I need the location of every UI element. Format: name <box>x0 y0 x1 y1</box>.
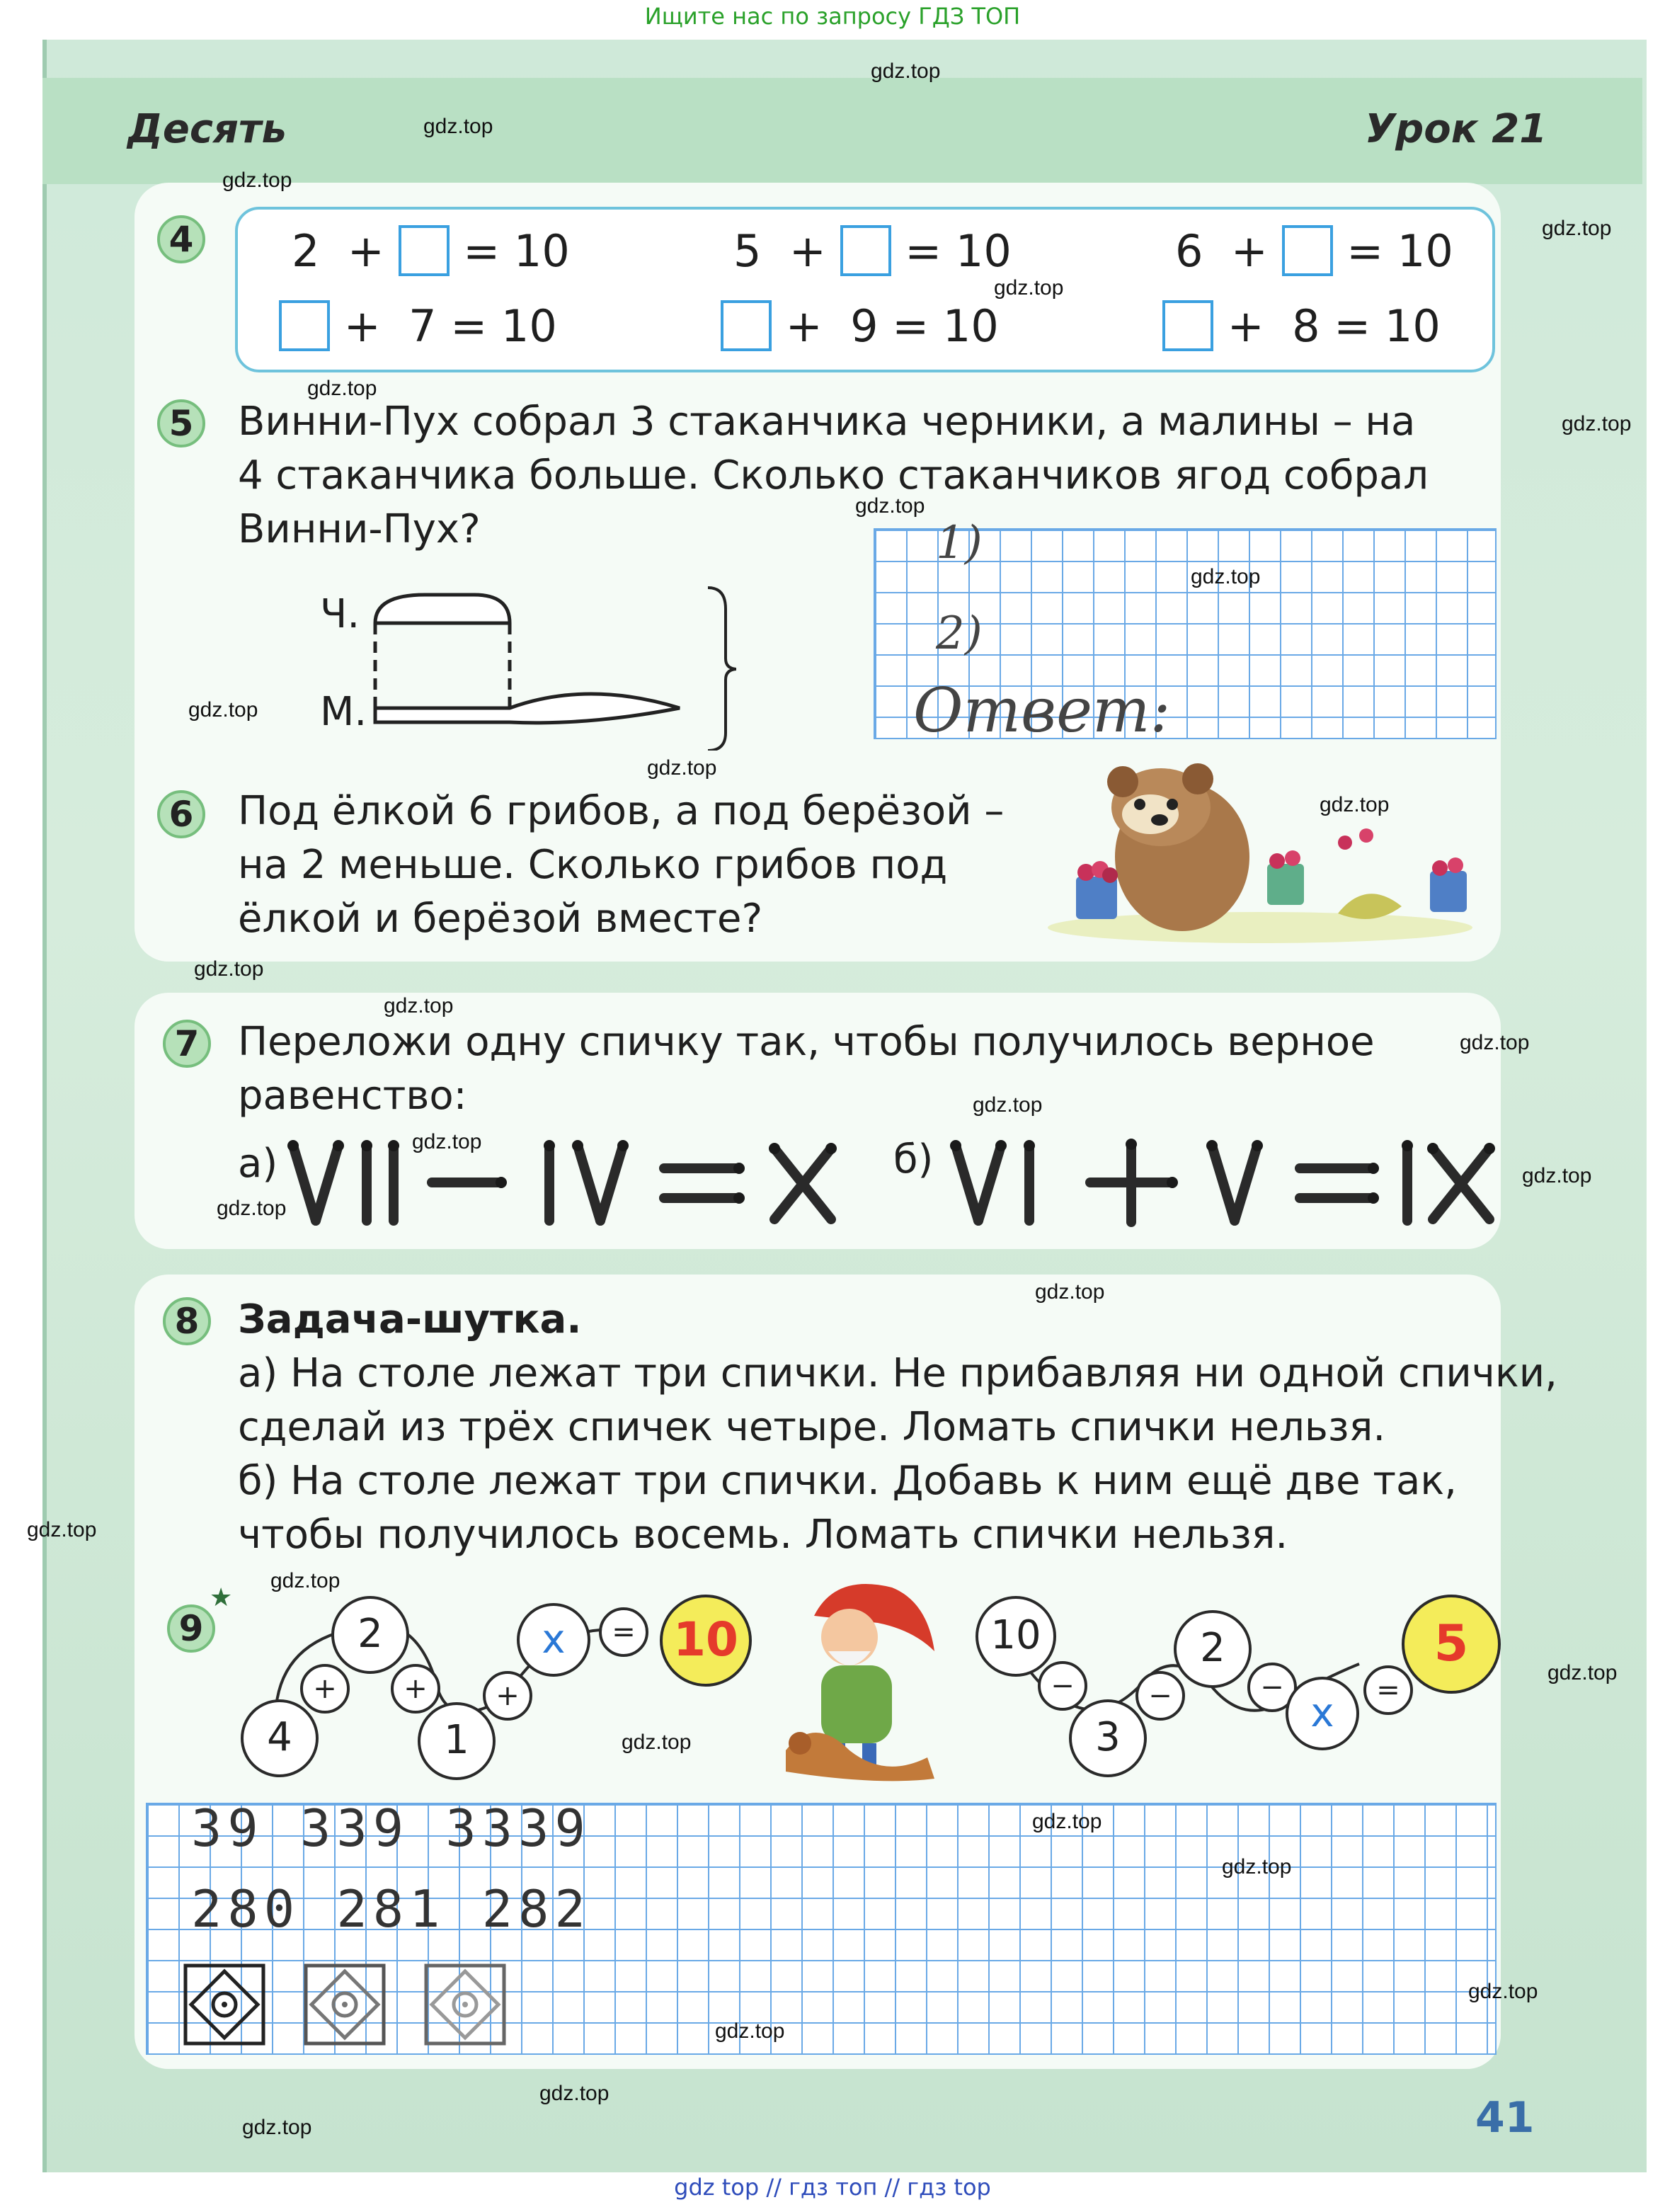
watermark: gdz.top <box>1542 217 1612 240</box>
task7-line1: Переложи одну спичку так, чтобы получилось верное <box>238 1019 1375 1065</box>
answer-box[interactable] <box>1162 300 1213 351</box>
bubble-4: 4 <box>241 1699 319 1777</box>
minus-op-1: − <box>1038 1661 1087 1711</box>
answer-box[interactable] <box>399 225 450 276</box>
bubble-3: 3 <box>1069 1699 1147 1777</box>
equals-op-left: = <box>599 1607 648 1657</box>
task7-label-b: б) <box>893 1136 934 1182</box>
watermark: gdz.top <box>242 2116 312 2139</box>
header-lesson: Урок 21 <box>1365 106 1547 152</box>
watermark: gdz.top <box>647 756 717 780</box>
watermark: gdz.top <box>194 957 264 981</box>
watermark: gdz.top <box>188 698 258 722</box>
watermark: gdz.top <box>871 59 941 83</box>
task-number-6: 6 <box>157 790 205 838</box>
task6-line3: ёлкой и берёзой вместе? <box>238 896 763 942</box>
task5-line2: 4 стаканчика больше. Сколько стаканчиков ягод собрал <box>238 452 1429 498</box>
task5-line1: Винни-Пух собрал 3 стаканчика черники, а малины – на <box>238 399 1416 445</box>
watermark: gdz.top <box>1320 793 1390 816</box>
watermark: gdz.top <box>622 1731 692 1754</box>
watermark: gdz.top <box>222 169 292 192</box>
task7-label-a: а) <box>238 1141 278 1187</box>
watermark: gdz.top <box>423 115 493 138</box>
watermark: gdz.top <box>412 1130 482 1153</box>
star-icon: ★ <box>210 1583 233 1612</box>
minus-op-2: − <box>1135 1671 1185 1721</box>
watermark: gdz.top <box>855 494 925 518</box>
answer-box[interactable] <box>840 225 891 276</box>
result-5: 5 <box>1402 1595 1501 1694</box>
watermark: gdz.top <box>1562 412 1632 435</box>
equation-4: + 7 = 10 <box>279 300 557 352</box>
watermark: gdz.top <box>1547 1661 1618 1684</box>
answer-box[interactable] <box>279 300 330 351</box>
matchstick-equation-b[interactable] <box>949 1133 1508 1232</box>
winnie-pooh-illustration <box>1034 758 1487 949</box>
equation-5: + 9 = 10 <box>721 300 999 352</box>
matchstick-equation-a[interactable] <box>286 1133 852 1232</box>
task8-b-line2: чтобы получилось восемь. Ломать спички нельзя. <box>238 1512 1288 1558</box>
watermark: gdz.top <box>1191 565 1261 588</box>
watermark: gdz.top <box>715 2019 785 2043</box>
writing-row-1: 39 339 3339 <box>191 1798 591 1858</box>
plus-op-1: + <box>300 1664 350 1714</box>
task6-line2: на 2 меньше. Сколько грибов под <box>238 842 948 888</box>
task8-a-line2: сделай из трёх спичек четыре. Ломать спички нельзя. <box>238 1404 1386 1450</box>
pattern-squares <box>181 1961 514 2053</box>
watermark: gdz.top <box>1468 1980 1538 2003</box>
equals-op-right: = <box>1363 1665 1413 1715</box>
watermark: gdz.top <box>994 276 1064 300</box>
task6-line1: Под ёлкой 6 грибов, а под берёзой – <box>238 788 1005 834</box>
result-10: 10 <box>660 1595 752 1687</box>
top-banner[interactable]: Ищите нас по запросу ГДЗ ТОП <box>644 3 1021 30</box>
bubble-2: 2 <box>331 1596 409 1674</box>
handwritten-step2: 2) <box>936 608 983 660</box>
watermark: gdz.top <box>1035 1280 1105 1304</box>
watermark: gdz.top <box>539 2082 610 2105</box>
label-blueberries: Ч. <box>320 591 360 637</box>
unknown-x-right[interactable]: x <box>1286 1677 1359 1750</box>
header-topic: Десять <box>127 106 287 152</box>
bubble-1: 1 <box>418 1702 496 1780</box>
footer-links[interactable]: gdz top // гдз топ // гдз top <box>674 2174 991 2201</box>
answer-box[interactable] <box>721 300 772 351</box>
watermark: gdz.top <box>1222 1855 1292 1879</box>
watermark: gdz.top <box>307 377 377 400</box>
minus-op-3: − <box>1247 1663 1297 1712</box>
watermark: gdz.top <box>973 1093 1043 1117</box>
task8-title: Задача-шутка. <box>238 1296 582 1342</box>
task-number-7: 7 <box>163 1020 211 1068</box>
bubble-10: 10 <box>975 1596 1056 1677</box>
task-number-5: 5 <box>157 399 205 447</box>
task5-line3: Винни-Пух? <box>238 506 481 552</box>
bubble-2-right: 2 <box>1174 1610 1252 1688</box>
task8-a-line1: а) На столе лежат три спички. Не прибавляя ни одной спички, <box>238 1350 1557 1396</box>
page-number: 41 <box>1475 2093 1535 2143</box>
watermark: gdz.top <box>384 994 454 1017</box>
writing-row-2: 280 281 282 <box>191 1879 591 1939</box>
task-number-8: 8 <box>163 1297 211 1345</box>
label-raspberries: М. <box>320 689 367 735</box>
equation-3: 6 + = 10 <box>1175 225 1453 277</box>
watermark: gdz.top <box>1032 1810 1102 1833</box>
gnome-illustration <box>772 1573 956 1786</box>
equation-1: 2 + = 10 <box>292 225 570 277</box>
watermark: gdz.top <box>27 1518 97 1541</box>
unknown-x-left[interactable]: x <box>517 1603 590 1677</box>
handwritten-answer: Ответ: <box>913 675 1171 746</box>
plus-op-2: + <box>391 1664 440 1714</box>
equation-6: + 8 = 10 <box>1162 300 1441 352</box>
watermark: gdz.top <box>270 1569 341 1592</box>
task-number-4: 4 <box>157 215 205 263</box>
watermark: gdz.top <box>217 1197 287 1220</box>
task8-b-line1: б) На столе лежат три спички. Добавь к ним ещё две так, <box>238 1458 1457 1504</box>
equation-2: 5 + = 10 <box>733 225 1012 277</box>
task-number-9: 9 <box>167 1604 215 1653</box>
answer-box[interactable] <box>1282 225 1333 276</box>
plus-op-3: + <box>483 1671 532 1721</box>
task7-line2: равенство: <box>238 1073 467 1119</box>
handwritten-step1: 1) <box>936 517 983 569</box>
berry-diagram <box>368 581 736 751</box>
watermark: gdz.top <box>1522 1164 1592 1187</box>
watermark: gdz.top <box>1460 1031 1530 1054</box>
